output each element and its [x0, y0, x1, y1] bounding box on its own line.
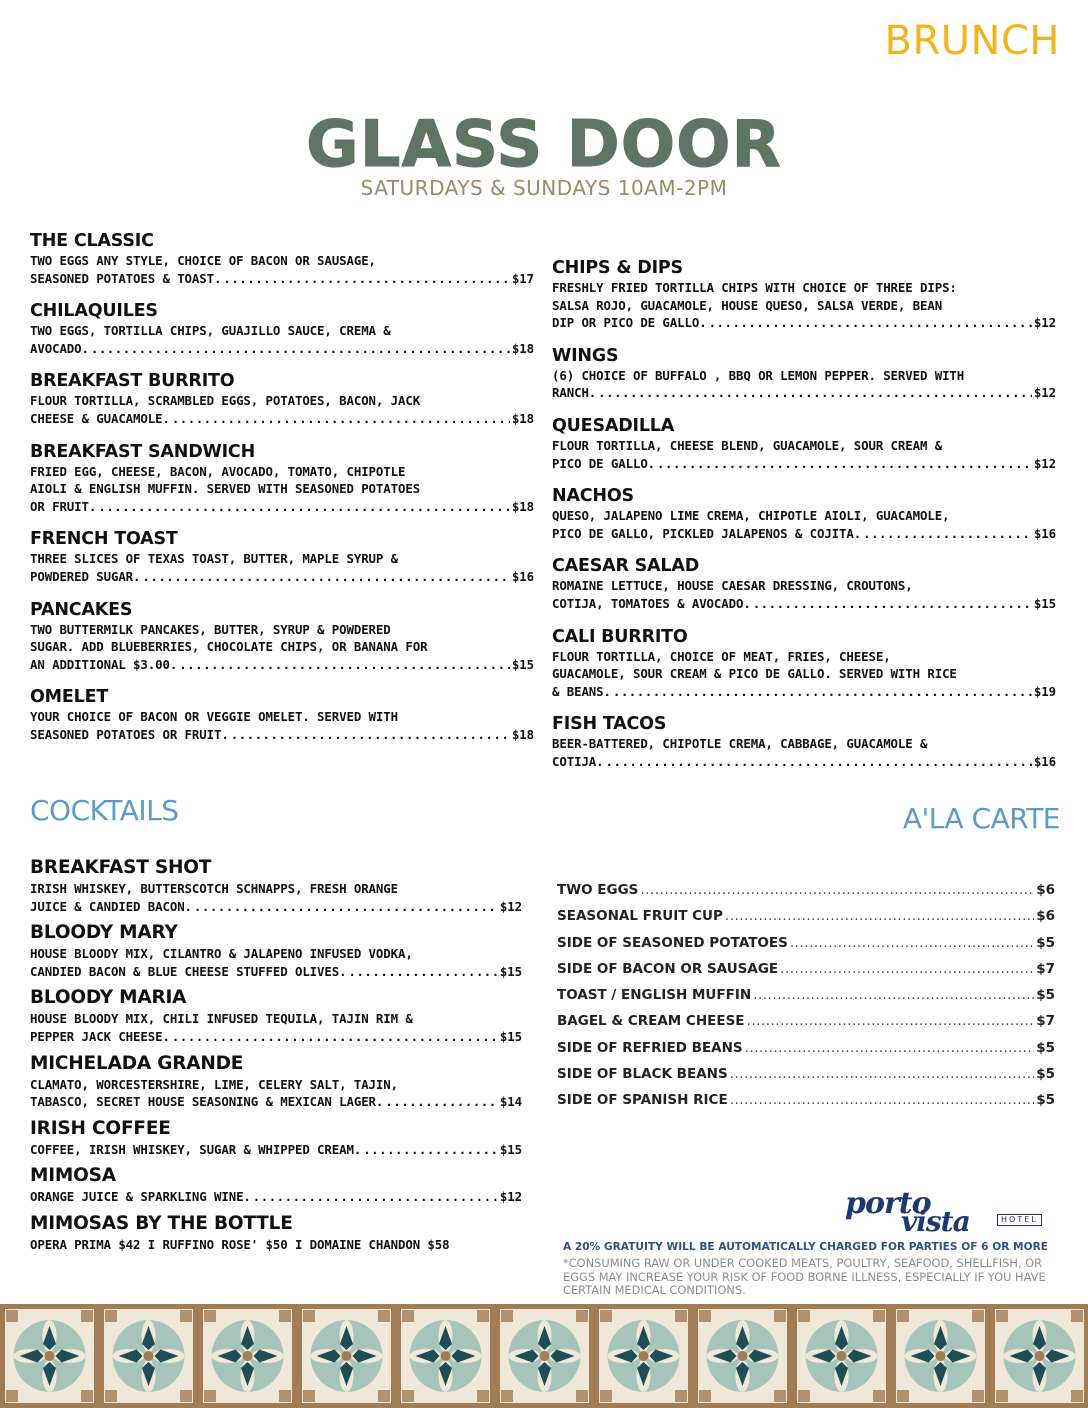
menu-item [30, 1212, 522, 1254]
description-line [30, 638, 534, 656]
dot-leader [725, 908, 1034, 924]
item-name: CALI BURRITO [552, 626, 688, 647]
tile-pattern-icon [198, 1304, 297, 1408]
item-description [552, 648, 1056, 701]
dot-leader [747, 1013, 1035, 1029]
description-line [30, 1010, 522, 1028]
menu-item [30, 230, 534, 287]
item-description [30, 550, 534, 585]
description-line [30, 550, 534, 568]
description-text: IRISH WHISKEY, BUTTERSCOTCH SCHNAPPS, FRESH ORANGE [30, 881, 398, 896]
description-line [552, 577, 1056, 595]
menu-item [30, 1052, 522, 1111]
alacarte-item [557, 961, 1055, 987]
description-line [30, 726, 534, 744]
item-name: PANCAKES [30, 599, 133, 620]
description-line [552, 297, 1056, 315]
dot-leader [172, 410, 510, 428]
dot-leader [780, 961, 1034, 977]
alacarte-item-price: $6 [1036, 882, 1055, 898]
description-text: COTIJA. [552, 753, 604, 769]
tile-pattern-icon [891, 1304, 990, 1408]
dot-leader [709, 314, 1032, 332]
description-line [30, 1093, 522, 1111]
item-name: CAESAR SALAD [552, 556, 700, 577]
item-name: OMELET [30, 687, 109, 708]
dot-leader [730, 1066, 1035, 1082]
dot-leader [179, 656, 510, 674]
item-price: $12 [1033, 315, 1056, 331]
item-description [30, 1076, 522, 1111]
dot-leader [363, 1141, 498, 1159]
hours: SATURDAYS & SUNDAYS 10AM-2PM [360, 176, 728, 200]
description-line [30, 898, 522, 916]
description-text: YOUR CHOICE OF BACON OR VEGGIE OMELET. SERVED WITH [30, 709, 398, 725]
description-text: QUESO, JALAPENO LIME CREMA, CHIPOTLE AIOLI, GUACAMOLE, [552, 508, 950, 524]
menu-item [30, 1164, 522, 1206]
description-text: CLAMATO, WORCESTERSHIRE, LIME, CELERY SALT, TAJIN, [30, 1076, 398, 1092]
description-line [552, 683, 1056, 701]
alacarte-item-price: $5 [1036, 1066, 1055, 1083]
description-text: THREE SLICES OF TEXAS TOAST, BUTTER, MAPLE SYRUP & [30, 551, 398, 567]
tile-border [0, 1304, 1088, 1408]
item-description [30, 322, 534, 357]
item-name: NACHOS [552, 486, 634, 507]
dot-leader [640, 882, 1034, 898]
dot-leader [753, 595, 1032, 613]
dot-leader [142, 568, 510, 586]
item-name: BLOODY MARIA [30, 987, 187, 1009]
alacarte-item [557, 935, 1055, 961]
description-line [30, 270, 534, 288]
tile-pattern-icon [693, 1304, 792, 1408]
description-line [30, 322, 534, 340]
item-price: $15 [1033, 595, 1056, 611]
brand-hotel: HOTEL [997, 1214, 1042, 1226]
description-line [30, 945, 522, 963]
menu-type-title: BRUNCH [884, 18, 1060, 64]
item-price: $17 [511, 270, 534, 286]
item-name: MIMOSAS BY THE BOTTLE [30, 1212, 293, 1234]
alacarte-item [557, 1040, 1055, 1066]
item-name: FRENCH TOAST [30, 529, 178, 550]
item-price: $18 [511, 498, 534, 514]
description-line [30, 463, 534, 481]
description-text: ROMAINE LETTUCE, HOUSE CAESAR DRESSING, CROUTONS, [552, 578, 913, 594]
description-line [30, 880, 522, 898]
description-line [552, 455, 1056, 473]
description-text: GUACAMOLE, SOUR CREAM & PICO DE GALLO. SERVED WITH RICE [552, 666, 957, 682]
item-description [552, 437, 1056, 472]
item-name: THE CLASSIC [30, 231, 154, 251]
description-text: PEPPER JACK CHEESE. [30, 1028, 170, 1044]
description-line [30, 963, 522, 981]
description-text: COTIJA, TOMATOES & AVOCADO. [552, 595, 751, 611]
dot-leader [172, 1028, 498, 1046]
menu-item [30, 1117, 522, 1159]
description-text: HOUSE BLOODY MIX, CILANTRO & JALAPENO INFUSED VODKA, [30, 946, 413, 962]
description-line [30, 340, 534, 358]
item-name: BREAKFAST SHOT [30, 857, 212, 878]
description-line [30, 1236, 522, 1254]
alacarte-item-name: SIDE OF BACON OR SAUSAGE [557, 960, 779, 977]
menu-item [30, 528, 534, 585]
restaurant-logo: GLASS DOOR [306, 108, 782, 182]
alacarte-item-price: $5 [1036, 987, 1055, 1004]
description-text: OR FRUIT. [30, 498, 97, 514]
item-description [30, 1141, 522, 1159]
alacarte-item [557, 1013, 1055, 1039]
cocktails-title: COCKTAILS [30, 794, 179, 827]
item-description [30, 463, 534, 516]
dot-leader [598, 384, 1032, 402]
item-price: $18 [511, 410, 534, 426]
dot-leader [231, 726, 510, 744]
alacarte-list [557, 882, 1055, 1119]
item-description [552, 507, 1056, 542]
description-text: SEASONED POTATOES OR FRUIT. [30, 726, 229, 742]
item-price: $14 [499, 1094, 522, 1110]
dot-leader [753, 987, 1034, 1003]
description-text: JUICE & CANDIED BACON. [30, 898, 192, 914]
description-text: TWO BUTTERMILK PANCAKES, BUTTER, SYRUP & POWDERED [30, 621, 391, 637]
cocktails-list [30, 856, 522, 1260]
description-text: (6) CHOICE OF BUFFALO , BBQ OR LEMON PEPPER. SERVED WITH [552, 367, 965, 383]
description-line [30, 568, 534, 586]
description-text: BEER-BATTERED, CHIPOTLE CREMA, CABBAGE, GUACAMOLE & [552, 736, 928, 752]
description-text: POWDERED SUGAR. [30, 568, 141, 584]
menu-item [30, 856, 522, 915]
item-description [30, 880, 522, 915]
description-text: PICO DE GALLO, PICKLED JALAPENOS & COJITA. [552, 525, 862, 541]
description-text: OPERA PRIMA $42 I RUFFINO ROSE' $50 I DOMAINE CHANDON $58 [30, 1236, 450, 1252]
description-line [552, 595, 1056, 613]
description-line [30, 480, 534, 498]
brand-line2: vista [901, 1205, 970, 1238]
item-name: MIMOSA [30, 1165, 116, 1187]
menu-item [552, 713, 1056, 770]
item-price: $12 [1033, 455, 1056, 471]
brunch-menu-right [552, 257, 1056, 784]
description-line [30, 410, 534, 428]
item-description [30, 392, 534, 427]
tile-pattern-icon [792, 1304, 891, 1408]
menu-item [552, 257, 1056, 332]
alacarte-item-price: $5 [1036, 1092, 1055, 1109]
alacarte-item-name: TOAST / ENGLISH MUFFIN [557, 987, 752, 1004]
description-line [552, 314, 1056, 332]
alacarte-item [557, 1092, 1055, 1118]
dot-leader [730, 1092, 1035, 1108]
menu-item [30, 986, 522, 1045]
alacarte-item-name: SIDE OF SEASONED POTATOES [557, 934, 788, 951]
alacarte-item-name: TWO EGGS [557, 882, 639, 898]
description-line [552, 507, 1056, 525]
item-description [30, 1010, 522, 1045]
description-text: & BEANS. [552, 683, 611, 699]
menu-item [30, 599, 534, 674]
description-line [552, 384, 1056, 402]
brand-line1: porto [845, 1186, 931, 1221]
item-name: BLOODY MARY [30, 922, 178, 944]
item-price: $16 [511, 568, 534, 584]
description-line [552, 648, 1056, 666]
description-line [30, 656, 534, 674]
item-price: $19 [1033, 683, 1056, 699]
tile-pattern-icon [594, 1304, 693, 1408]
brunch-menu-left [30, 230, 534, 757]
item-name: IRISH COFFEE [30, 1117, 171, 1139]
dot-leader [790, 935, 1034, 951]
description-text: FLOUR TORTILLA, CHOICE OF MEAT, FRIES, CHEESE, [552, 648, 891, 664]
menu-item [30, 300, 534, 357]
item-description [30, 1188, 522, 1206]
tile-pattern-icon [990, 1304, 1088, 1408]
tile-pattern-icon [297, 1304, 396, 1408]
item-price: $15 [499, 1141, 522, 1157]
dot-leader [91, 340, 510, 358]
item-name: QUESADILLA [552, 415, 675, 436]
tile-pattern-icon [99, 1304, 198, 1408]
alacarte-item [557, 1066, 1055, 1092]
description-line [30, 1028, 522, 1046]
menu-item [30, 370, 534, 427]
description-text: TABASCO, SECRET HOUSE SEASONING & MEXICAN LAGER. [30, 1094, 384, 1110]
alacarte-title: A'LA CARTE [902, 802, 1060, 835]
dot-leader [348, 963, 497, 981]
description-text: FLOUR TORTILLA, SCRAMBLED EGGS, POTATOES, BACON, JACK [30, 393, 421, 409]
description-line [552, 665, 1056, 683]
alacarte-item [557, 987, 1055, 1013]
description-line [552, 525, 1056, 543]
description-text: FRIED EGG, CHEESE, BACON, AVOCADO, TOMATO, CHIPOTLE [30, 463, 406, 479]
item-description [552, 367, 1056, 402]
alacarte-item-price: $7 [1036, 960, 1055, 977]
item-name: MICHELADA GRANDE [30, 1052, 244, 1074]
description-text: FRESHLY FRIED TORTILLA CHIPS WITH CHOICE OF THREE DIPS: [552, 280, 957, 295]
alacarte-item-price: $6 [1036, 908, 1055, 925]
description-line [552, 367, 1056, 385]
dot-leader [223, 270, 510, 288]
menu-item [30, 686, 534, 743]
menu-item [552, 555, 1056, 612]
item-price: $15 [511, 656, 534, 672]
item-description [552, 279, 1056, 332]
item-description [552, 735, 1056, 770]
item-description [30, 1236, 522, 1254]
description-line [30, 1076, 522, 1094]
alacarte-item-name: SIDE OF SPANISH RICE [557, 1092, 728, 1109]
item-name: BREAKFAST SANDWICH [30, 441, 256, 462]
dot-leader [253, 1188, 498, 1206]
item-price: $15 [499, 963, 522, 979]
description-text: FLOUR TORTILLA, CHEESE BLEND, GUACAMOLE, SOUR CREAM & [552, 437, 943, 453]
description-text: RANCH. [552, 385, 597, 401]
dot-leader [613, 683, 1032, 701]
description-text: AN ADDITIONAL $3.00. [30, 656, 178, 672]
item-price: $16 [1033, 525, 1056, 541]
item-price: $16 [1033, 753, 1056, 769]
alacarte-item [557, 908, 1055, 934]
description-line [30, 708, 534, 726]
item-description [30, 708, 534, 743]
item-price: $18 [511, 726, 534, 742]
alacarte-item-price: $7 [1036, 1013, 1055, 1030]
item-price: $15 [499, 1028, 522, 1044]
tile-pattern-icon [495, 1304, 594, 1408]
description-text: AIOLI & ENGLISH MUFFIN. SERVED WITH SEASONED POTATOES [30, 481, 421, 497]
dot-leader [606, 753, 1032, 771]
porto-vista-logo [845, 1186, 1055, 1238]
alacarte-item-name: BAGEL & CREAM CHEESE [557, 1013, 745, 1030]
alacarte-item-name: SIDE OF REFRIED BEANS [557, 1039, 743, 1056]
alacarte-item-price: $5 [1036, 934, 1055, 951]
item-price: $18 [511, 340, 534, 356]
description-text: SUGAR. ADD BLUEBERRIES, CHOCOLATE CHIPS, OR BANANA FOR [30, 639, 428, 655]
description-line [552, 279, 1056, 297]
item-description [552, 577, 1056, 612]
dot-leader [745, 1040, 1035, 1056]
item-price: $12 [1033, 385, 1056, 401]
description-text: ORANGE JUICE & SPARKLING WINE. [30, 1189, 251, 1205]
item-name: BREAKFAST BURRITO [30, 371, 235, 392]
consumption-warning: *CONSUMING RAW OR UNDER COOKED MEATS, POULTRY, SEAFOOD, SHELLFISH, OR EGGS MAY INCREASE YOUR RISK OF FOOD BORNE ILLNESS, ESPECIALLY IF YOU HAVE CERTAIN MEDICAL CONDITIONS. [563, 1256, 1046, 1298]
description-line [552, 437, 1056, 455]
menu-item [552, 626, 1056, 701]
description-text: HOUSE BLOODY MIX, CHILI INFUSED TEQUILA, TAJIN RIM & [30, 1011, 413, 1027]
description-line [552, 753, 1056, 771]
menu-item [30, 921, 522, 980]
menu-item [552, 485, 1056, 542]
dot-leader [194, 898, 498, 916]
description-text: CHEESE & GUACAMOLE. [30, 410, 170, 426]
description-text: DIP OR PICO DE GALLO. [552, 315, 707, 331]
description-text: TWO EGGS ANY STYLE, CHOICE OF BACON OR SAUSAGE, [30, 253, 376, 268]
description-line [30, 621, 534, 639]
alacarte-item [557, 882, 1055, 908]
description-text: TWO EGGS, TORTILLA CHIPS, GUAJILLO SAUCE, CREMA & [30, 323, 391, 339]
tile-pattern-icon [396, 1304, 495, 1408]
menu-item [552, 345, 1056, 402]
item-price: $12 [499, 1189, 522, 1205]
item-description [30, 252, 534, 287]
description-line [30, 1188, 522, 1206]
alacarte-item-name: SIDE OF BLACK BEANS [557, 1066, 728, 1083]
description-line [30, 252, 534, 270]
description-text: AVOCADO. [30, 340, 89, 356]
description-text: SEASONED POTATOES & TOAST. [30, 270, 222, 286]
menu-item [552, 415, 1056, 472]
item-price: $12 [499, 898, 522, 914]
dot-leader [657, 455, 1032, 473]
alacarte-item-price: $5 [1036, 1039, 1055, 1056]
description-text: SALSA ROJO, GUACAMOLE, HOUSE QUESO, SALSA VERDE, BEAN [552, 297, 943, 313]
dot-leader [863, 525, 1032, 543]
description-line [30, 1141, 522, 1159]
description-text: PICO DE GALLO. [552, 455, 656, 471]
item-description [30, 621, 534, 674]
item-name: CHIPS & DIPS [552, 258, 683, 278]
item-name: CHILAQUILES [30, 301, 158, 322]
item-name: WINGS [552, 345, 619, 366]
gratuity-note: A 20% GRATUITY WILL BE AUTOMATICALLY CHARGED FOR PARTIES OF 6 OR MORE [563, 1241, 1048, 1253]
restaurant-header [0, 108, 1088, 200]
description-text: COFFEE, IRISH WHISKEY, SUGAR & WHIPPED CREAM. [30, 1141, 362, 1157]
item-name: FISH TACOS [552, 714, 667, 735]
description-line [552, 735, 1056, 753]
tile-pattern-icon [0, 1304, 99, 1408]
dot-leader [385, 1093, 498, 1111]
description-line [30, 392, 534, 410]
description-text: CANDIED BACON & BLUE CHEESE STUFFED OLIVES. [30, 963, 347, 979]
dot-leader [98, 498, 510, 516]
description-line [30, 498, 534, 516]
item-description [30, 945, 522, 980]
alacarte-item-name: SEASONAL FRUIT CUP [557, 908, 723, 925]
menu-item [30, 441, 534, 516]
